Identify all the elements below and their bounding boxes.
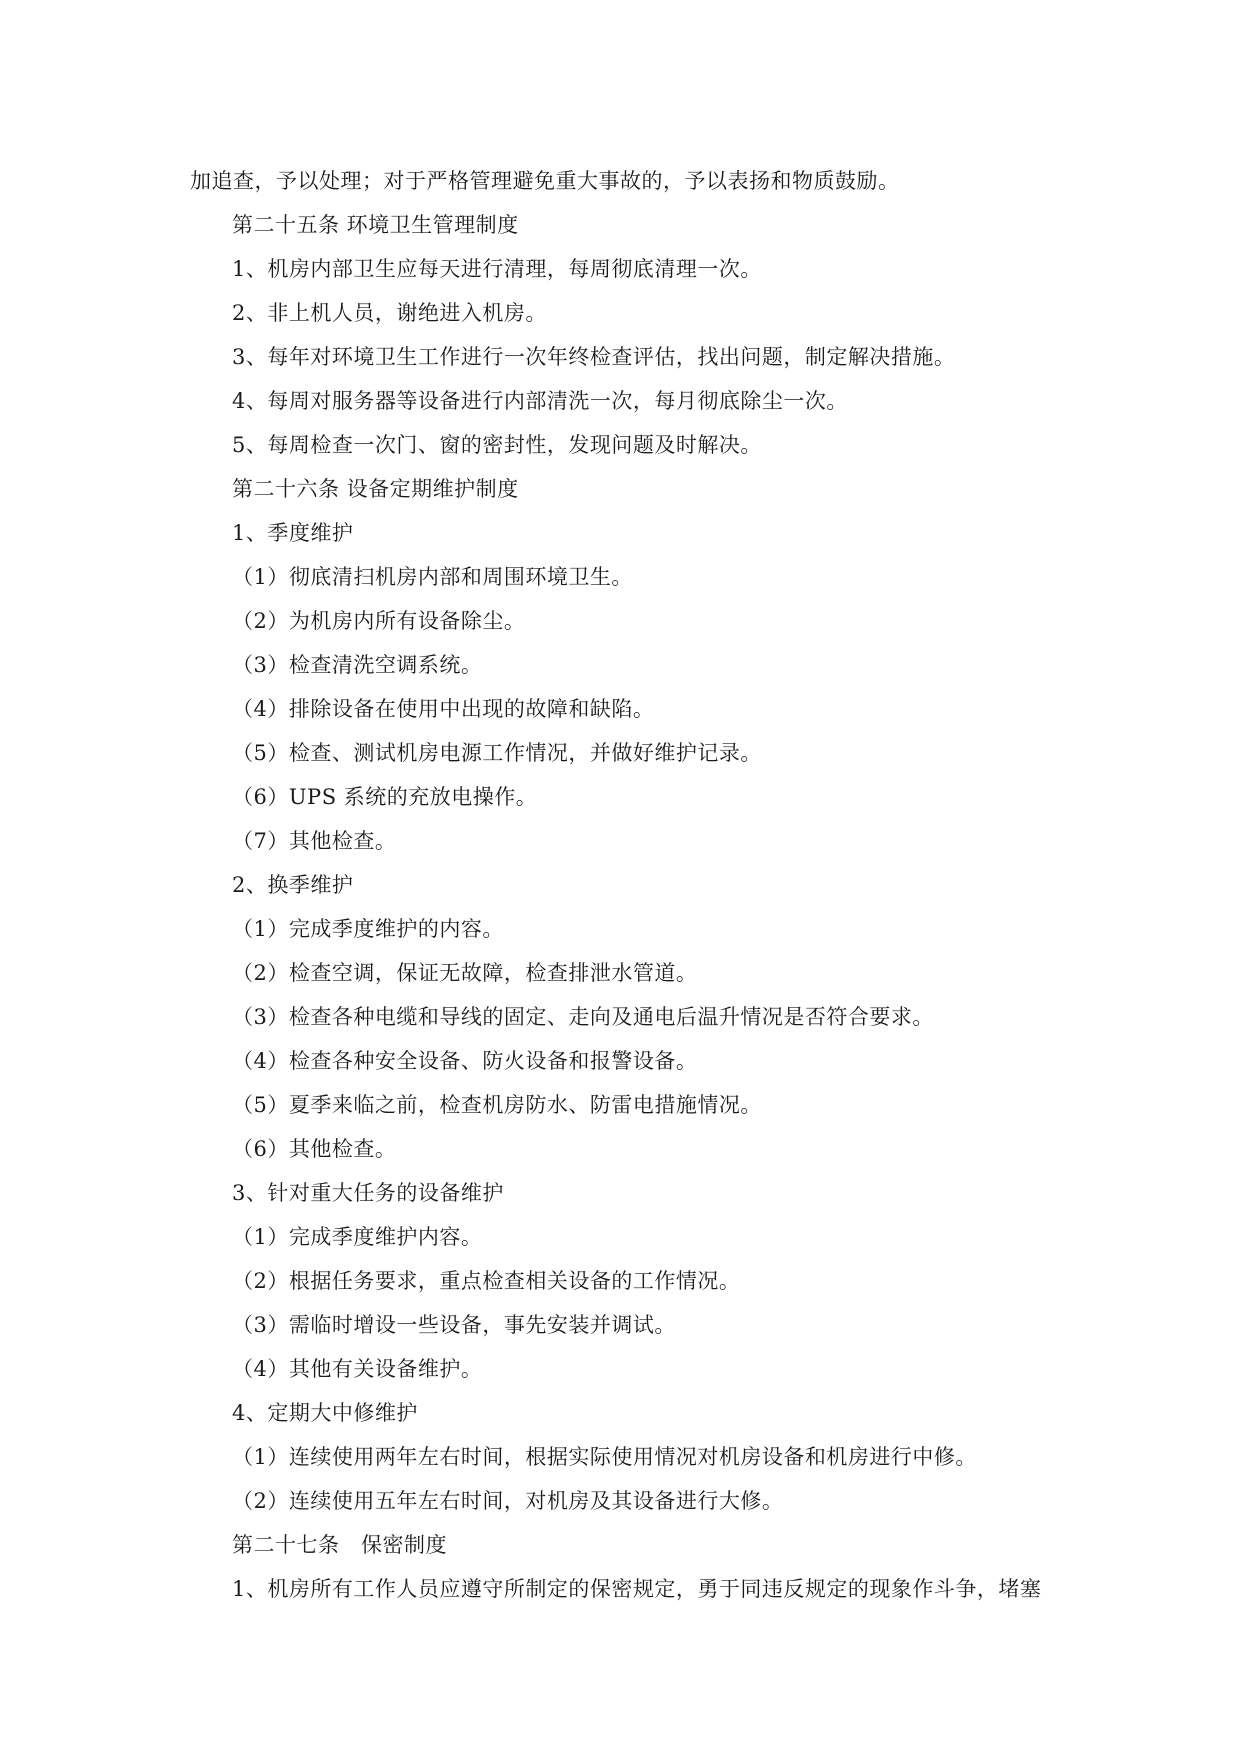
list-item: （2）连续使用五年左右时间，对机房及其设备进行大修。 (232, 1489, 784, 1513)
list-item: （6）其他检查。 (232, 1137, 397, 1161)
list-item: （2）检查空调，保证无故障，检查排泄水管道。 (232, 961, 698, 985)
list-item: （4）排除设备在使用中出现的故障和缺陷。 (232, 697, 655, 721)
list-item: （5）夏季来临之前，检查机房防水、防雷电措施情况。 (232, 1093, 762, 1117)
list-item: （1）完成季度维护内容。 (232, 1225, 483, 1249)
list-item: （1）彻底清扫机房内部和周围环境卫生。 (232, 565, 633, 589)
list-item: （4）其他有关设备维护。 (232, 1357, 483, 1381)
list-item: （2）为机房内所有设备除尘。 (232, 609, 526, 633)
section-heading: 4、定期大中修维护 (232, 1401, 418, 1425)
list-item: 1、机房内部卫生应每天进行清理，每周彻底清理一次。 (232, 257, 762, 281)
list-item: （1）完成季度维护的内容。 (232, 917, 504, 941)
list-item: （3）检查各种电缆和导线的固定、走向及通电后温升情况是否符合要求。 (232, 1005, 934, 1029)
list-item: 2、非上机人员，谢绝进入机房。 (232, 301, 547, 325)
list-item: 1、机房所有工作人员应遵守所制定的保密规定，勇于同违反规定的现象作斗争，堵塞 (232, 1577, 1042, 1601)
document-body (0, 159, 1241, 1611)
text-line: 加追查，予以处理；对于严格管理避免重大事故的，予以表扬和物质鼓励。 (190, 169, 900, 193)
section-heading: 3、针对重大任务的设备维护 (232, 1181, 504, 1205)
list-item: 5、每周检查一次门、窗的密封性，发现问题及时解决。 (232, 433, 762, 457)
list-item: 4、每周对服务器等设备进行内部清洗一次，每月彻底除尘一次。 (232, 389, 848, 413)
list-item: （2）根据任务要求，重点检查相关设备的工作情况。 (232, 1269, 741, 1293)
list-item: （3）检查清洗空调系统。 (232, 653, 483, 677)
list-item: 3、每年对环境卫生工作进行一次年终检查评估，找出问题，制定解决措施。 (232, 345, 956, 369)
article-heading: 第二十七条 保密制度 (232, 1533, 447, 1557)
list-item: （7）其他检查。 (232, 829, 397, 853)
article-heading: 第二十六条 设备定期维护制度 (232, 477, 519, 501)
article-heading: 第二十五条 环境卫生管理制度 (232, 213, 519, 237)
list-item: （5）检查、测试机房电源工作情况，并做好维护记录。 (232, 741, 762, 765)
list-item: （4）检查各种安全设备、防火设备和报警设备。 (232, 1049, 698, 1073)
section-heading: 2、换季维护 (232, 873, 354, 897)
section-heading: 1、季度维护 (232, 521, 354, 545)
list-item: （1）连续使用两年左右时间，根据实际使用情况对机房设备和机房进行中修。 (232, 1445, 977, 1469)
list-item: （6）UPS 系统的充放电操作。 (232, 785, 538, 809)
list-item: （3）需临时增设一些设备，事先安装并调试。 (232, 1313, 676, 1337)
